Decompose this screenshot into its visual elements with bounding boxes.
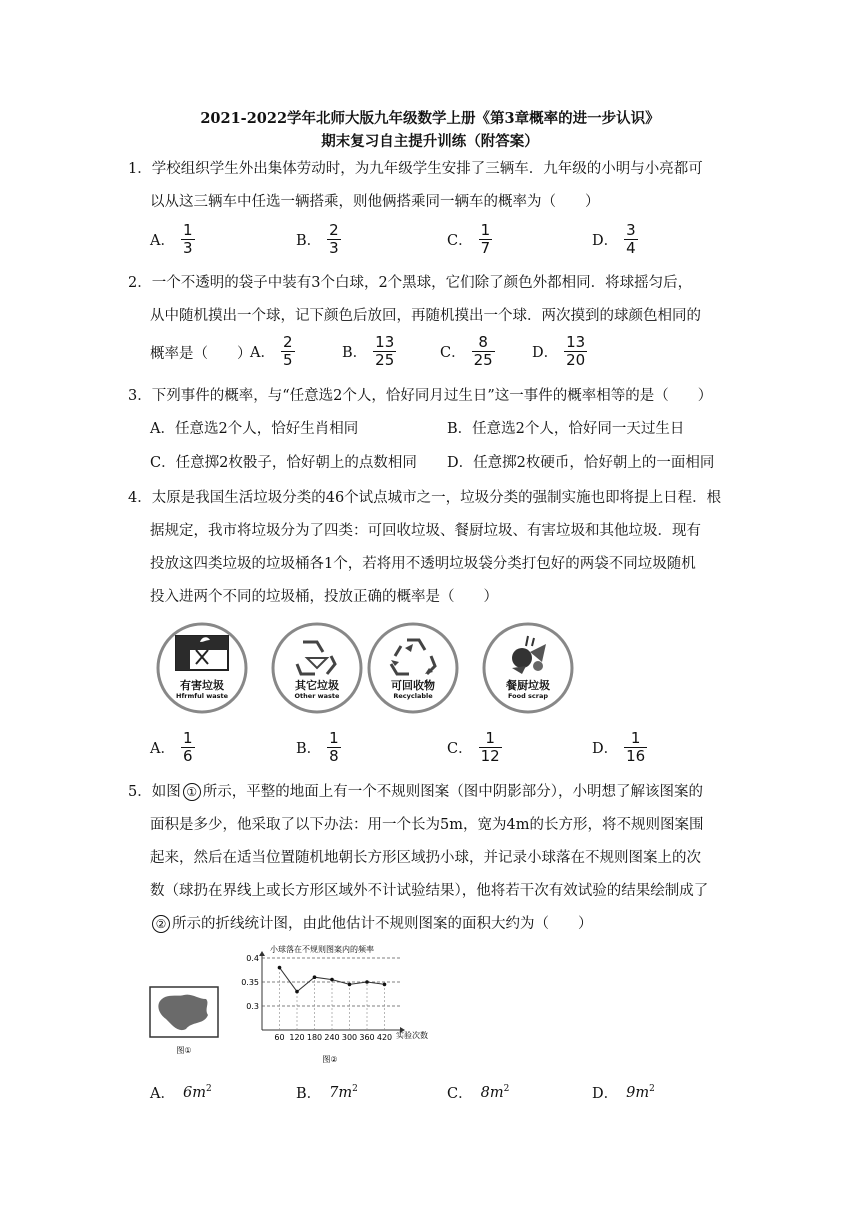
q5-text-part: 所示，平整的地面上有一个不规则图案（图中阴影部分），小明想了解该图案的 [202, 784, 703, 800]
fraction: $\frac{2}{3}$ [329, 221, 339, 257]
option-label: C． [440, 345, 466, 361]
x-tick-label: 120 [289, 1033, 305, 1042]
data-point [348, 983, 352, 987]
chart-ylabel: 小球落在不规则图案内的频率 [270, 945, 374, 954]
icon-label: 其它垃圾 [295, 679, 339, 692]
option-label: B． [296, 233, 322, 249]
q3-option-c[interactable]: C．任意掷2枚骰子，恰好朝上的点数相同 [150, 455, 417, 471]
fraction: $\frac{1}{6}$ [182, 729, 193, 765]
recyclable-icon [367, 622, 459, 714]
q5-option-c[interactable] [447, 1082, 509, 1103]
q5-text-line5 [150, 912, 593, 933]
q5-option-d[interactable] [592, 1082, 655, 1103]
option-label: C． [447, 741, 473, 757]
y-tick-label: 0.35 [241, 978, 259, 987]
x-tick-label: 180 [306, 1033, 323, 1042]
y-tick-label: 0.3 [246, 1002, 259, 1011]
q4-option-d[interactable] [592, 730, 647, 765]
q2-option-d[interactable] [532, 334, 587, 369]
q5-text-line4: 数（球扔在界线上或长方形区域外不计试验结果），他将若干次有效试验的结果绘制成了 [150, 883, 709, 899]
icon-sublabel: Food scrap [508, 692, 548, 700]
x-tick-label: 60 [274, 1033, 285, 1042]
option-label: B． [342, 345, 368, 361]
q4-text-line1: 4．太原是我国生活垃圾分类的46个试点城市之一，垃圾分类的强制实施也即将提上日程．根 [128, 490, 722, 506]
icon-label: 有害垃圾 [180, 679, 224, 692]
q3-option-d[interactable]: D．任意掷2枚硬币，恰好朝上的一面相同 [447, 455, 715, 471]
icon-sublabel: Other waste [294, 692, 340, 700]
q2-text-line2: 从中随机摸出一个球，记下颜色后放回，再随机摸出一个球．两次摸到的球颜色相同的 [150, 308, 701, 324]
option-label: D． [532, 345, 559, 361]
option-label: D． [592, 1086, 619, 1102]
q4-text-line2: 据规定，我市将垃圾分为了四类：可回收垃圾、餐厨垃圾、有害垃圾和其他垃圾．现有 [150, 523, 701, 539]
q1-text-line2: 以从这三辆车中任选一辆搭乘，则他俩搭乘同一辆车的概率为（ ） [150, 194, 600, 210]
data-point [313, 975, 317, 979]
q3-option-b[interactable]: B．任意选2个人，恰好同一天过生日 [447, 421, 685, 437]
q4-text-line4: 投入进两个不同的垃圾桶，投放正确的概率是（ ） [150, 589, 498, 605]
data-point [278, 966, 282, 970]
figure-ref-1: ① [183, 783, 201, 801]
option-label: A． [150, 233, 175, 249]
q2-text-line3: 概率是（ ） [150, 346, 252, 362]
figure-1-irregular-pattern [148, 985, 228, 1057]
figure-1-caption: 图① [176, 1046, 192, 1055]
q3-option-a[interactable]: A．任意选2个人，恰好生肖相同 [150, 421, 359, 437]
document-title-line1: 2021-2022学年北师大版九年级数学上册《第3章概率的进一步认识》 [200, 110, 660, 127]
option-label: D． [592, 233, 619, 249]
option-exponent: 2 [352, 1084, 358, 1095]
data-point [295, 990, 299, 994]
q5-text-part: 所示的折线统计图，由此他估计不规则图案的面积大约为（ ） [172, 916, 593, 932]
q5-option-b[interactable] [296, 1082, 358, 1103]
figure-ref-2: ② [152, 915, 170, 933]
option-value: 6m [182, 1084, 206, 1101]
option-value: 9m [626, 1084, 650, 1101]
option-label: D． [592, 741, 619, 757]
q5-text-part: 5．如图 [128, 784, 181, 800]
option-label: B． [296, 1086, 322, 1102]
q2-option-b[interactable] [342, 334, 396, 369]
fraction: $\frac{2}{5}$ [282, 333, 293, 369]
hazardous-waste-icon [156, 622, 248, 714]
data-point [383, 983, 387, 987]
x-tick-label: 300 [341, 1033, 358, 1042]
fraction: $\frac{8}{25}$ [473, 333, 493, 369]
q4-text-line3: 投放这四类垃圾的垃圾桶各1个，若将用不透明垃圾袋分类打包好的两袋不同垃圾随机 [150, 556, 696, 572]
x-tick-label: 420 [376, 1033, 393, 1042]
option-value: 8m [480, 1084, 504, 1101]
fraction: $\frac{1}{7}$ [480, 221, 491, 257]
y-tick-label: 0.4 [246, 954, 259, 963]
fraction: $\frac{1}{16}$ [626, 729, 646, 765]
q4-option-c[interactable] [447, 730, 502, 765]
data-point [330, 978, 334, 982]
x-tick-label: 360 [359, 1033, 375, 1042]
q5-option-a[interactable] [150, 1082, 212, 1103]
q1-option-c[interactable] [447, 222, 492, 257]
q2-option-a[interactable] [250, 334, 295, 369]
q4-option-a[interactable] [150, 730, 195, 765]
q5-text-line2: 面积是多少，他采取了以下办法：用一个长为5m，宽为4m的长方形，将不规则图案围 [150, 817, 704, 833]
fraction: $\frac{1}{8}$ [329, 729, 339, 765]
fraction: $\frac{13}{25}$ [375, 333, 395, 369]
q1-option-d[interactable] [592, 222, 638, 257]
option-exponent: 2 [205, 1084, 212, 1095]
q4-option-b[interactable] [296, 730, 341, 765]
q5-text-line1 [128, 780, 703, 801]
fraction: $\frac{1}{3}$ [182, 221, 193, 257]
food-scrap-icon [482, 622, 574, 714]
option-label: C． [447, 1086, 473, 1102]
q2-option-c[interactable] [440, 334, 495, 369]
icon-label: 餐厨垃圾 [506, 679, 550, 692]
figure-2-caption: 图② [322, 1055, 338, 1064]
q1-option-b[interactable] [296, 222, 341, 257]
q3-text-line1: 3．下列事件的概率，与“任意选2个人，恰好同月过生日”这一事件的概率相等的是（ ） [128, 388, 713, 404]
fraction: $\frac{13}{20}$ [566, 333, 586, 369]
document-title-line2: 期末复习自主提升训练（附答案） [321, 133, 539, 150]
chart-xlabel: 实验次数 [396, 1031, 428, 1040]
option-label: C． [447, 233, 473, 249]
q1-text-line1: 1．学校组织学生外出集体劳动时，为九年级学生安排了三辆车．九年级的小明与小亮都可 [128, 161, 703, 177]
q5-text-line3: 起来，然后在适当位置随机地朝长方形区域扔小球，并记录小球落在不规则图案上的次 [150, 850, 701, 866]
q1-option-a[interactable] [150, 222, 195, 257]
q2-text-line1: 2．一个不透明的袋子中装有3个白球，2个黑球，它们除了颜色外都相同．将球摇匀后， [128, 275, 693, 291]
option-exponent: 2 [503, 1084, 510, 1095]
data-point [365, 980, 369, 984]
fraction: $\frac{1}{12}$ [480, 729, 500, 765]
figure-2-frequency-line-chart [240, 940, 440, 1066]
option-label: A． [150, 1086, 175, 1102]
option-label: A． [150, 741, 175, 757]
fraction: $\frac{3}{4}$ [626, 221, 636, 257]
icon-sublabel: Recyclable [393, 692, 433, 700]
icon-sublabel: Hfrmful waste [176, 692, 228, 700]
y-axis-arrow [259, 951, 265, 956]
option-value: 7m [329, 1084, 353, 1101]
other-waste-icon [271, 622, 363, 714]
option-exponent: 2 [649, 1084, 655, 1095]
icon-label: 可回收物 [391, 679, 435, 692]
x-tick-label: 240 [324, 1033, 340, 1042]
option-label: A． [250, 345, 275, 361]
option-label: B． [296, 741, 322, 757]
